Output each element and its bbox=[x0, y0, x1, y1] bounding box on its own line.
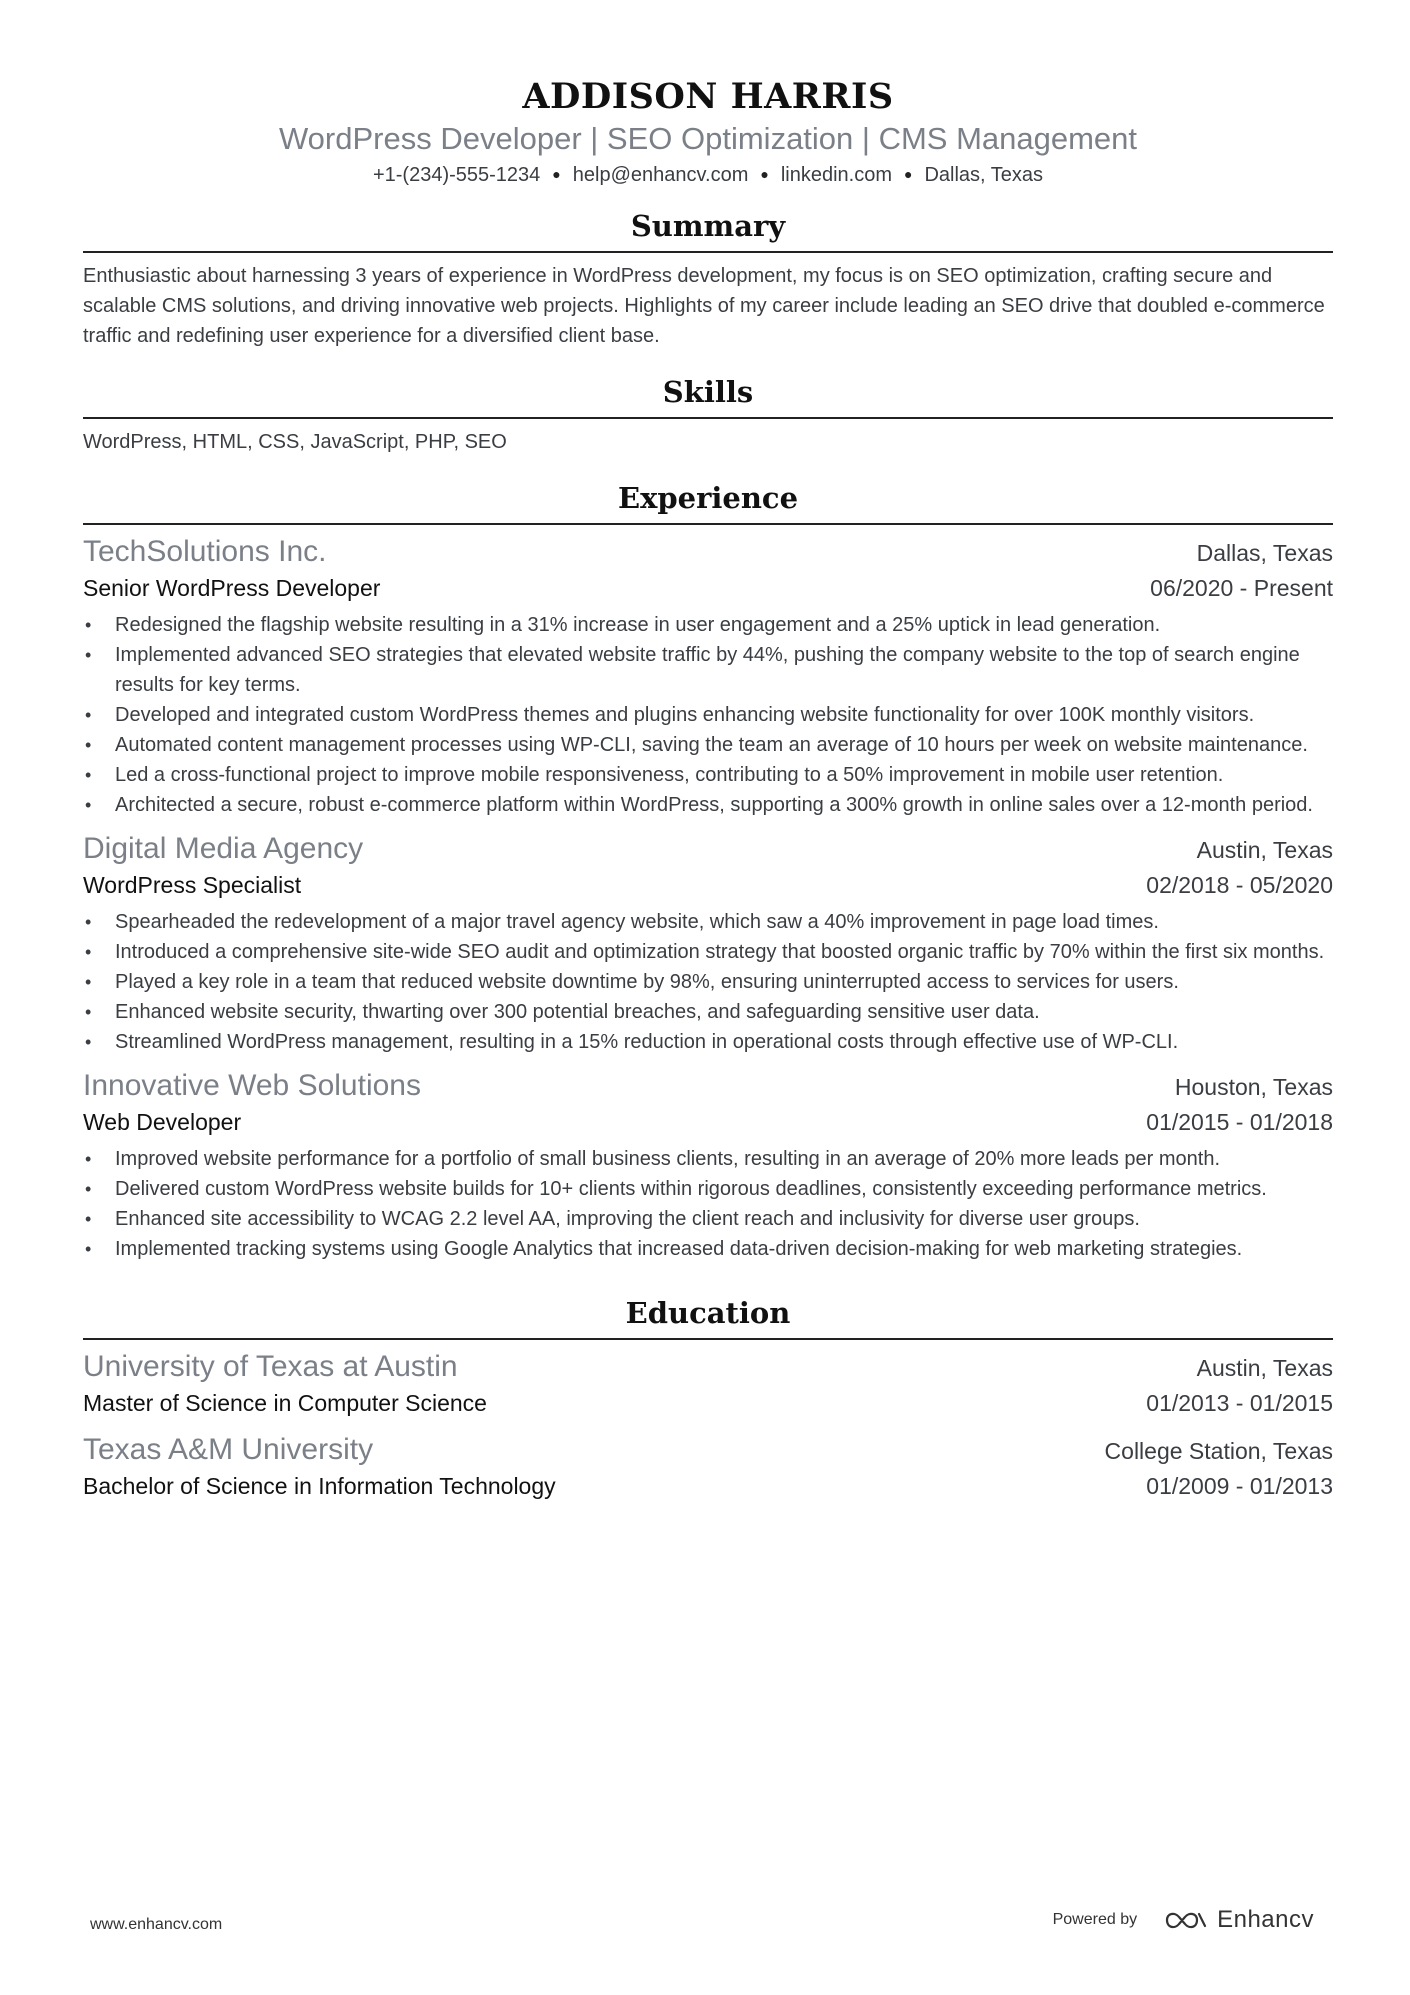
skills-text: WordPress, HTML, CSS, JavaScript, PHP, SEO bbox=[83, 431, 507, 453]
education-entry bbox=[83, 1431, 1333, 1502]
degree-dates: 01/2013 - 01/2015 bbox=[1146, 1390, 1333, 1416]
school-name: University of Texas at Austin bbox=[83, 1350, 458, 1383]
bullet-item: • Streamlined WordPress management, resulting in a 15% reduction in operational costs through effective use of WP-CLI. bbox=[83, 1027, 1333, 1057]
job-location: Dallas, Texas bbox=[1196, 540, 1333, 566]
bullet-item: • Led a cross-functional project to improve mobile responsiveness, contributing to a 50% improvement in mobile user retention. bbox=[83, 760, 1333, 790]
experience-title: Experience bbox=[617, 481, 799, 515]
education-section bbox=[83, 1294, 1333, 1502]
section-divider bbox=[83, 417, 1333, 419]
experience-entry bbox=[83, 533, 1333, 820]
company-name: TechSolutions Inc. bbox=[83, 535, 327, 568]
section-divider bbox=[83, 523, 1333, 525]
job-dates: 01/2015 - 01/2018 bbox=[1146, 1109, 1333, 1135]
skills-title: Skills bbox=[662, 375, 754, 409]
job-dates: 02/2018 - 05/2020 bbox=[1146, 872, 1333, 898]
bullet-item: • Spearheaded the redevelopment of a major travel agency website, which saw a 40% improvement in page load times. bbox=[83, 907, 1333, 937]
summary-text: Enthusiastic about harnessing 3 years of experience in WordPress development, my focus is on SEO optimization, crafting secure and scalable CMS solutions, and driving innovative web projects. Highlights of my career include leading an SEO drive that doubled e-commerce traffic and redefining user experience for a diversified client base. bbox=[83, 265, 1325, 347]
contact-phone: +1-(234)-555-1234 bbox=[372, 164, 541, 186]
contact-line bbox=[83, 160, 1333, 189]
bullet-item: • Introduced a comprehensive site-wide SEO audit and optimization strategy that boosted organic traffic by 70% within the first six months. bbox=[83, 937, 1333, 967]
summary-title: Summary bbox=[630, 209, 786, 243]
degree-title: Master of Science in Computer Science bbox=[83, 1390, 487, 1416]
school-location: College Station, Texas bbox=[1104, 1438, 1333, 1464]
bullet-item: • Automated content management processes using WP-CLI, saving the team an average of 10 hours per week on website maintenance. bbox=[83, 730, 1333, 760]
bullet-item: • Implemented tracking systems using Google Analytics that increased data-driven decision-making for web marketing strategies. bbox=[83, 1234, 1333, 1264]
job-title: Senior WordPress Developer bbox=[83, 575, 381, 601]
powered-by-label: Powered by bbox=[1052, 1911, 1138, 1928]
resume-content bbox=[83, 74, 1333, 1502]
contact-email[interactable]: help@enhancv.com bbox=[572, 164, 749, 186]
separator-dot: ● bbox=[904, 166, 913, 182]
contact-location: Dallas, Texas bbox=[924, 164, 1044, 186]
separator-dot: ● bbox=[760, 166, 769, 182]
section-divider bbox=[83, 1338, 1333, 1340]
experience-section bbox=[83, 479, 1333, 1264]
bullet-item: • Delivered custom WordPress website builds for 10+ clients within rigorous deadlines, consistently exceeding performance metrics. bbox=[83, 1174, 1333, 1204]
bullet-item: • Redesigned the flagship website resulting in a 31% increase in user engagement and a 25% uptick in lead generation. bbox=[83, 610, 1333, 640]
job-bullets bbox=[83, 610, 1333, 820]
bullet-item: • Implemented advanced SEO strategies that elevated website traffic by 44%, pushing the company website to the top of search engine results for key terms. bbox=[83, 640, 1333, 700]
education-title: Education bbox=[625, 1296, 791, 1330]
job-bullets bbox=[83, 1144, 1333, 1264]
job-location: Houston, Texas bbox=[1174, 1074, 1333, 1100]
candidate-headline: WordPress Developer | SEO Optimization | CMS Management bbox=[278, 121, 1138, 156]
bullet-item: • Enhanced website security, thwarting over 300 potential breaches, and safeguarding sensitive user data. bbox=[83, 997, 1333, 1027]
school-location: Austin, Texas bbox=[1196, 1355, 1333, 1381]
enhancv-logo[interactable] bbox=[1163, 1906, 1314, 1934]
summary-section bbox=[83, 207, 1333, 351]
bullet-item: • Played a key role in a team that reduced website downtime by 98%, ensuring uninterrupted access to services for users. bbox=[83, 967, 1333, 997]
job-title: WordPress Specialist bbox=[83, 872, 302, 898]
bullet-item: • Developed and integrated custom WordPress themes and plugins enhancing website functionality for over 100K monthly visitors. bbox=[83, 700, 1333, 730]
job-bullets bbox=[83, 907, 1333, 1057]
bullet-item: • Improved website performance for a portfolio of small business clients, resulting in an average of 20% more leads per month. bbox=[83, 1144, 1333, 1174]
experience-entry bbox=[83, 1067, 1333, 1264]
company-name: Innovative Web Solutions bbox=[83, 1069, 421, 1102]
company-name: Digital Media Agency bbox=[83, 832, 364, 865]
section-divider bbox=[83, 251, 1333, 253]
job-title: Web Developer bbox=[83, 1109, 242, 1135]
separator-dot: ● bbox=[552, 166, 561, 182]
enhancv-logo-text: Enhancv bbox=[1217, 1906, 1314, 1933]
footer-branding bbox=[1053, 1906, 1314, 1934]
education-entry bbox=[83, 1348, 1333, 1419]
job-dates: 06/2020 - Present bbox=[1150, 575, 1333, 601]
degree-title: Bachelor of Science in Information Technology bbox=[83, 1473, 556, 1499]
enhancv-logo-icon bbox=[1163, 1908, 1209, 1932]
degree-dates: 01/2009 - 01/2013 bbox=[1146, 1473, 1333, 1499]
contact-linkedin[interactable]: linkedin.com bbox=[780, 164, 892, 186]
candidate-name: ADDISON HARRIS bbox=[522, 76, 894, 117]
bullet-item: • Architected a secure, robust e-commerce platform within WordPress, supporting a 300% growth in online sales over a 12-month period. bbox=[83, 790, 1333, 820]
job-location: Austin, Texas bbox=[1196, 837, 1333, 863]
experience-entry bbox=[83, 830, 1333, 1057]
school-name: Texas A&M University bbox=[83, 1433, 374, 1466]
bullet-item: • Enhanced site accessibility to WCAG 2.2 level AA, improving the client reach and inclusivity for diverse user groups. bbox=[83, 1204, 1333, 1234]
skills-section bbox=[83, 373, 1333, 457]
footer-website-link[interactable]: www.enhancv.com bbox=[90, 1916, 223, 1933]
